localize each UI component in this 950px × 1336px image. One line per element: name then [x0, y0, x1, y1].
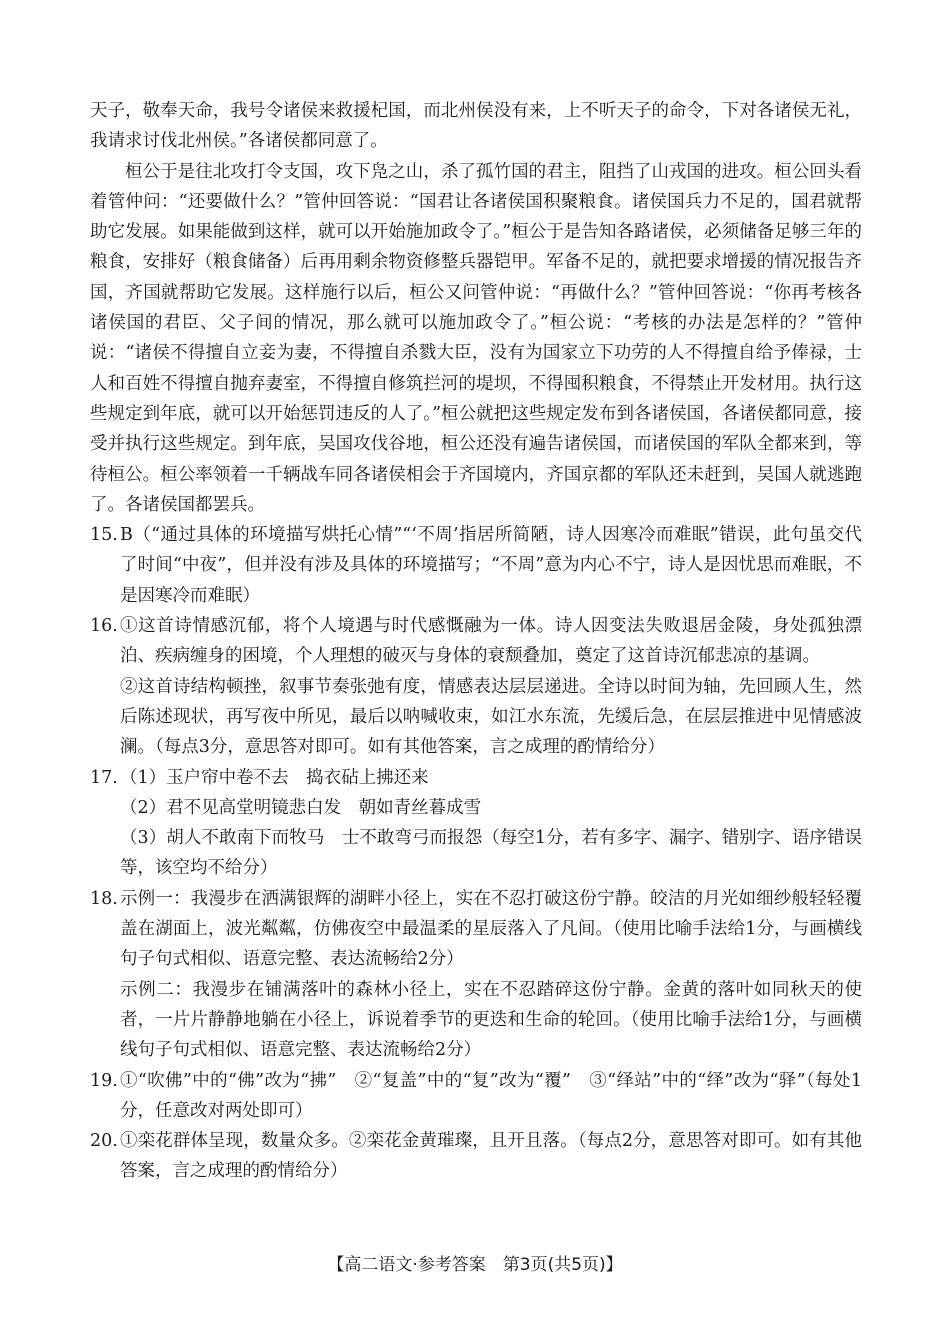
answer-item-17 — [90, 763, 862, 884]
answer-text: 示例二：我漫步在铺满落叶的森林小径上，实在不忍踏碎这份宁静。金黄的落叶如同秋天的使者，一片片静静地躺在小径上，诉说着季节的更迭和生命的轮回。（使用比喻手法给1分，与画横线句子句式相似、语意完整、表达流畅给2分） — [120, 979, 862, 1061]
answer-number: 16. — [90, 616, 118, 637]
answer-body — [120, 520, 862, 611]
answer-item-16 — [90, 611, 862, 762]
answer-body — [120, 763, 862, 884]
answer-body — [120, 611, 862, 762]
answer-text: 示例一：我漫步在洒满银辉的湖畔小径上，实在不忍打破这份宁静。皎洁的月光如细纱般轻轻覆盖在湖面上，波光粼粼，仿佛夜空中最温柔的星辰落入了凡间。（使用比喻手法给1分，与画横线句子句式相似、语意完整、表达流畅给2分） — [120, 888, 862, 970]
answer-item-18 — [90, 884, 862, 1066]
answer-item-15 — [90, 520, 862, 611]
answer-number: 17. — [90, 767, 118, 788]
answer-text: （2）君不见高堂明镜悲白发 朝如青丝暮成雪 — [120, 797, 482, 818]
answer-number: 20. — [90, 1131, 118, 1152]
page-content — [90, 96, 862, 1187]
answer-body — [120, 1126, 862, 1187]
answer-text: （3）胡人不敢南下而牧马 士不敢弯弓而报怨（每空1分，若有多字、漏字、错别字、语序错误等，该空均不给分） — [120, 828, 862, 879]
answer-item-19 — [90, 1066, 862, 1127]
answer-text: ①栾花群体呈现，数量众多。②栾花金黄璀璨，且开且落。（每点2分，意思答对即可。如有其他答案，言之成理的酌情给分） — [120, 1131, 862, 1182]
answer-text: （1）玉户帘中卷不去 捣衣砧上拂还来 — [120, 767, 429, 788]
page-footer: 【高二语文·参考答案 第3页(共5页)】 — [327, 1255, 623, 1275]
answer-number: 18. — [90, 888, 118, 909]
answer-number: 19. — [90, 1070, 118, 1091]
translation-paragraph-1: 天子，敬奉天命，我号令诸侯来救援杞国，而北州侯没有来，上不听天子的命令，下对各诸侯无礼，我请求讨伐北州侯。”各诸侯都同意了。 — [90, 101, 862, 152]
answer-body — [120, 1066, 862, 1127]
answer-number: 15. — [90, 525, 118, 546]
answer-text: ②这首诗结构顿挫，叙事节奏张弛有度，情感表达层层递进。全诗以时间为轴，先回顾人生，然后陈述现状，再写夜中所见，最后以呐喊收束，如江水东流，先缓后急，在层层推进中见情感波澜。（每点3分，意思答对即可。如有其他答案，言之成理的酌情给分） — [120, 676, 862, 758]
answer-text: ①“吹佛”中的“佛”改为“拂” ②“复盖”中的“复”改为“覆” ③“绎站”中的“绎”改为“驿”（每处1分，任意改对两处即可） — [120, 1070, 862, 1121]
answer-body — [120, 884, 862, 1066]
answer-text: B（“通过具体的环境描写烘托心情”“‘不周’指居所简陋，诗人因寒冷而难眠”错误，此句虽交代了时间“中夜”，但并没有涉及具体的环境描写；“不周”意为内心不宁，诗人是因忧思而难眠，不是因寒冷而难眠） — [120, 525, 862, 606]
answer-text: ①这首诗情感沉郁，将个人境遇与时代感慨融为一体。诗人因变法失败退居金陵，身处孤独漂泊、疾病缠身的困境，个人理想的破灭与身体的衰颓叠加，奠定了这首诗沉郁悲凉的基调。 — [120, 616, 862, 667]
answer-item-20 — [90, 1126, 862, 1187]
translation-paragraph-2: 桓公于是往北攻打令支国，攻下凫之山，杀了孤竹国的君主，阻挡了山戎国的进攻。桓公回头看着管仲问：“还要做什么？”管仲回答说：“国君让各诸侯国积聚粮食。诸侯国兵力不足的，国君就帮助它发展。如果能做到这样，就可以开始施加政令了。”桓公于是告知各路诸侯，必须储备足够三年的粮食，安排好（粮食储备）后再用剩余物资修整兵器铠甲。军备不足的，就把要求增援的情况报告齐国，齐国就帮助它发展。这样施行以后，桓公又问管仲说：“再做什么？”管仲回答说：“你再考核各诸侯国的君臣、父子间的情况，那么就可以施加政令了。”桓公说：“考核的办法是怎样的？”管仲说：“诸侯不得擅自立妾为妻，不得擅自杀戮大臣，没有为国家立下功劳的人不得擅自给予俸禄，士人和百姓不得擅自抛弃妻室，不得擅自修筑拦河的堤坝，不得囤积粮食，不得禁止开发材用。执行这些规定到年底，就可以开始惩罚违反的人了。”桓公就把这些规定发布到各诸侯国，各诸侯都同意，接受并执行这些规定。到年底，吴国攻伐谷地，桓公还没有遍告诸侯国，而诸侯国的军队全都来到，等待桓公。桓公率领着一千辆战车同各诸侯相会于齐国境内，齐国京都的军队还未赶到，吴国人就逃跑了。各诸侯国都罢兵。 — [90, 161, 862, 515]
